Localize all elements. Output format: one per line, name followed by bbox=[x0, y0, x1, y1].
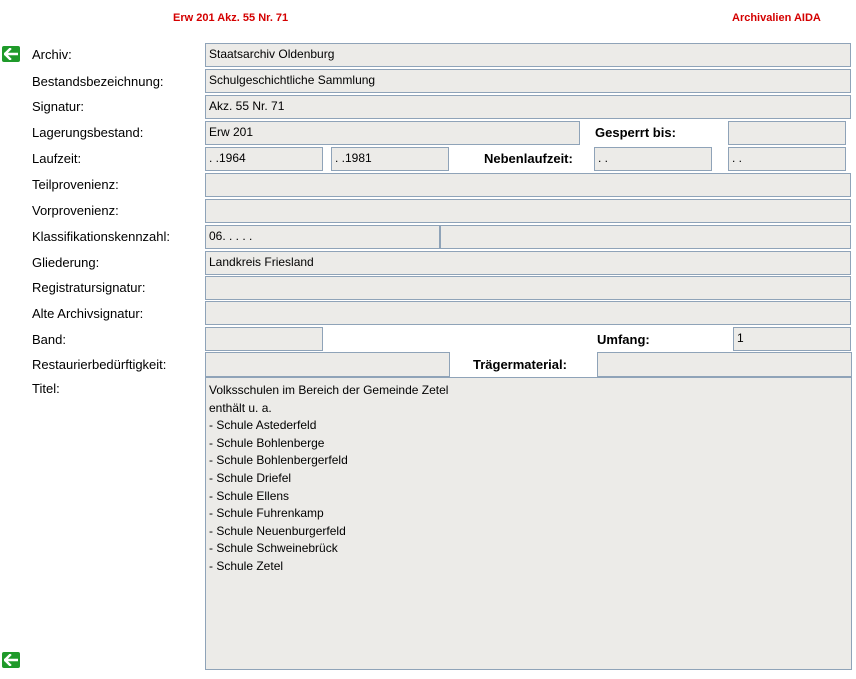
teilprovenienz-field[interactable] bbox=[205, 173, 851, 197]
archiv-field[interactable]: Staatsarchiv Oldenburg bbox=[205, 43, 851, 67]
signatur-field[interactable]: Akz. 55 Nr. 71 bbox=[205, 95, 851, 119]
label-gliederung: Gliederung: bbox=[32, 255, 100, 270]
label-teilprovenienz: Teilprovenienz: bbox=[32, 177, 119, 192]
vorprovenienz-field[interactable] bbox=[205, 199, 851, 223]
label-registratursignatur: Registratursignatur: bbox=[32, 280, 146, 295]
alte-archivsignatur-field[interactable] bbox=[205, 301, 851, 325]
label-restaurierbeduerftigkeit: Restaurierbedürftigkeit: bbox=[32, 357, 167, 372]
label-traegermaterial: Trägermaterial: bbox=[473, 357, 567, 372]
back-arrow-icon-bottom[interactable] bbox=[2, 652, 20, 668]
titel-line: - Schule Ellens bbox=[209, 488, 290, 503]
gesperrt-bis-field[interactable] bbox=[728, 121, 846, 145]
umfang-field[interactable]: 1 bbox=[733, 327, 851, 351]
titel-line: - Schule Zetel bbox=[209, 558, 284, 573]
titel-line: - Schule Astederfeld bbox=[209, 418, 317, 433]
registratursignatur-field[interactable] bbox=[205, 276, 851, 300]
laufzeit-von-field[interactable]: . .1964 bbox=[205, 147, 323, 171]
label-bestandsbezeichnung: Bestandsbezeichnung: bbox=[32, 74, 164, 89]
label-nebenlaufzeit: Nebenlaufzeit: bbox=[484, 151, 573, 166]
label-band: Band: bbox=[32, 332, 66, 347]
titel-line: - Schule Schweinebrück bbox=[209, 541, 338, 556]
titel-line: enthält u. a. bbox=[209, 400, 272, 415]
label-laufzeit: Laufzeit: bbox=[32, 151, 82, 166]
klassifikationskennzahl-field[interactable]: 06. . . . . bbox=[205, 225, 440, 249]
titel-textarea[interactable] bbox=[205, 377, 852, 670]
gliederung-field[interactable]: Landkreis Friesland bbox=[205, 251, 851, 275]
titel-line: - Schule Driefel bbox=[209, 470, 292, 485]
band-field[interactable] bbox=[205, 327, 323, 351]
titel-line: - Schule Bohlenberge bbox=[209, 435, 325, 450]
titel-line: - Schule Fuhrenkamp bbox=[209, 506, 324, 521]
back-arrow-icon[interactable] bbox=[2, 46, 20, 62]
label-titel: Titel: bbox=[32, 381, 60, 396]
nebenlaufzeit-von-field[interactable]: . . bbox=[594, 147, 712, 171]
klassifikationskennzahl-text-field[interactable] bbox=[440, 225, 851, 249]
titel-line: - Schule Bohlenbergerfeld bbox=[209, 453, 348, 468]
system-name-header: Archivalien AIDA bbox=[732, 12, 821, 24]
label-alte-archivsignatur: Alte Archivsignatur: bbox=[32, 306, 144, 321]
restaurierbeduerftigkeit-field[interactable] bbox=[205, 352, 450, 377]
bestandsbezeichnung-field[interactable]: Schulgeschichtliche Sammlung bbox=[205, 69, 851, 93]
label-gesperrt-bis: Gesperrt bis: bbox=[595, 125, 676, 140]
label-umfang: Umfang: bbox=[597, 332, 650, 347]
label-archiv: Archiv: bbox=[32, 47, 72, 62]
label-vorprovenienz: Vorprovenienz: bbox=[32, 203, 119, 218]
label-signatur: Signatur: bbox=[32, 99, 85, 114]
traegermaterial-field[interactable] bbox=[597, 352, 852, 377]
titel-line: - Schule Neuenburgerfeld bbox=[209, 523, 346, 538]
lagerungsbestand-field[interactable]: Erw 201 bbox=[205, 121, 580, 145]
nebenlaufzeit-bis-field[interactable]: . . bbox=[728, 147, 846, 171]
label-lagerungsbestand: Lagerungsbestand: bbox=[32, 125, 144, 140]
label-klassifikationskennzahl: Klassifikationskennzahl: bbox=[32, 229, 171, 244]
laufzeit-bis-field[interactable]: . .1981 bbox=[331, 147, 449, 171]
titel-line: Volksschulen im Bereich der Gemeinde Zetel bbox=[209, 383, 449, 397]
record-id-header: Erw 201 Akz. 55 Nr. 71 bbox=[173, 12, 289, 24]
